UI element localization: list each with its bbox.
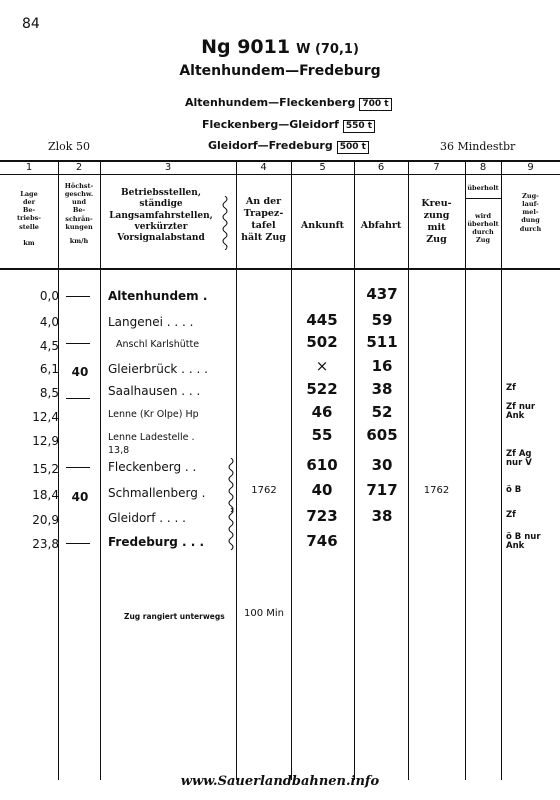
segment-1-name: Altenhundem—Fleckenberg <box>185 96 356 109</box>
col-divider-8 <box>501 160 502 780</box>
wavy-line-icon <box>226 458 236 552</box>
crossing-train-value: 1762 <box>423 485 450 496</box>
train-class: W (70,1) <box>296 42 359 57</box>
row-11-remark: ö B nur Ank <box>506 532 541 552</box>
row-11-station: Fredeburg . . . <box>108 535 205 549</box>
row-8-departure: 30 <box>371 456 393 474</box>
segment-1-load: 700 t <box>359 98 391 111</box>
row-4-km: 6,1 <box>39 362 59 376</box>
row-7-station: Lenne Ladestelle . <box>108 432 195 443</box>
row-10-km: 20,9 <box>32 513 59 527</box>
row-6-remark: Zf nur Ank <box>506 402 536 422</box>
row-1-km: 0,0 <box>39 289 59 303</box>
row-7-departure: 605 <box>366 426 398 444</box>
row-5-arrival: 522 <box>306 380 338 398</box>
row-2-arrival: 445 <box>306 311 338 329</box>
mindestbr-label: 36 Mindestbr <box>440 140 516 153</box>
speed-dash-4 <box>66 467 90 468</box>
row-7-arrival: 55 <box>311 426 333 444</box>
colnum-2: 2 <box>75 162 83 173</box>
row-3-km: 4,5 <box>39 339 59 353</box>
row-3-station: Anschl Karlshütte <box>116 339 200 350</box>
page-number: 84 <box>22 16 40 32</box>
segment-3-name: Gleidorf—Fredeburg <box>208 139 333 152</box>
speed-value-2: 40 <box>71 490 89 504</box>
route-title: Altenhundem—Fredeburg <box>179 63 381 79</box>
header-km: Lage der Be- triebs- stelle km <box>17 190 41 247</box>
row-6-departure: 52 <box>371 403 393 421</box>
row-10-departure: 38 <box>371 507 393 525</box>
col8-split-rule <box>466 198 501 199</box>
row-9-km: 18,4 <box>32 488 59 502</box>
row-8-remark: Zf Ag nur V <box>506 449 532 469</box>
speed-value-1: 40 <box>71 365 89 379</box>
row-1-station: Altenhundem . <box>108 289 208 303</box>
row-5-remark: Zf <box>506 383 516 393</box>
colnum-1: 1 <box>25 162 33 173</box>
row-2-station: Langenei . . . . <box>108 315 194 329</box>
segment-3-load: 500 t <box>337 141 369 154</box>
colnum-6: 6 <box>377 162 385 173</box>
row-9-remark: ö B <box>506 485 522 495</box>
header-departure: Abfahrt <box>360 220 402 231</box>
row-10-arrival: 723 <box>306 507 338 525</box>
speed-dash-2 <box>66 343 90 344</box>
row-10-remark: Zf <box>506 510 516 520</box>
row-4-departure: 16 <box>371 357 393 375</box>
col-divider-5 <box>354 160 355 780</box>
table-number-rule <box>0 174 560 175</box>
row-11-km: 23,8 <box>32 537 59 551</box>
col-divider-3 <box>236 160 237 780</box>
header-trapez: An der Trapez- tafel hält Zug <box>241 196 286 243</box>
row-4-arrival: × <box>315 357 329 375</box>
row-5-km: 8,5 <box>39 386 59 400</box>
row-1-departure: 437 <box>366 285 398 303</box>
col-divider-2 <box>100 160 101 780</box>
row-6-station: Lenne (Kr Olpe) Hp <box>108 409 199 420</box>
colnum-4: 4 <box>260 162 267 173</box>
col-divider-7 <box>465 160 466 780</box>
train-number: Ng 9011 <box>201 36 291 58</box>
zlok-label: Zlok 50 <box>48 140 90 153</box>
row-4-station: Gleierbrück . . . . <box>108 362 208 376</box>
row-5-station: Saalhausen . . . <box>108 384 201 398</box>
row-9-station: Schmallenberg . <box>108 486 206 500</box>
segment-2 <box>202 118 375 133</box>
segment-2-name: Fleckenberg—Gleidorf <box>202 118 339 131</box>
train-title <box>0 36 560 58</box>
col-divider-6 <box>408 160 409 780</box>
row-9-departure: 717 <box>366 481 398 499</box>
header-speed: Höchst- geschw. und Be- schrän- kungen km/h <box>64 182 94 245</box>
colnum-8: 8 <box>479 162 487 173</box>
row-9-arrival: 40 <box>311 481 333 499</box>
header-overtakes: überholt <box>467 184 499 192</box>
row-6-km: 12,4 <box>32 410 59 424</box>
row-8-arrival: 610 <box>306 456 338 474</box>
row-11-arrival: 746 <box>306 532 338 550</box>
speed-dash-3 <box>66 398 90 399</box>
table-header-rule <box>0 268 560 270</box>
header-stations: Betriebsstellen, ständige Langsamfahrstellen, verkürzter Vorsignalabstand <box>109 188 213 243</box>
header-crossing: Kreu- zung mit Zug <box>421 198 452 245</box>
row-3-arrival: 502 <box>306 333 338 351</box>
shunting-note: Zug rangiert unterwegs <box>124 612 225 621</box>
km-note: 13,8 <box>108 445 130 456</box>
row-2-km: 4,0 <box>39 315 59 329</box>
segment-1 <box>185 96 392 111</box>
colnum-3: 3 <box>164 162 172 173</box>
header-arrival: Ankunft <box>300 220 345 231</box>
trapez-halt-value: 1762 <box>251 485 277 496</box>
segment-3 <box>208 139 369 154</box>
row-3-departure: 511 <box>366 333 398 351</box>
header-overtaken: wird überholt durch Zug <box>467 212 499 245</box>
colnum-9: 9 <box>527 162 534 173</box>
row-8-station: Fleckenberg . . <box>108 460 197 474</box>
row-2-departure: 59 <box>371 311 393 329</box>
speed-dash-5 <box>66 543 90 544</box>
row-5-departure: 38 <box>371 380 393 398</box>
row-10-station: Gleidorf . . . . <box>108 511 186 525</box>
header-train-report: Zug- lauf- mel- dung durch <box>519 192 542 233</box>
colnum-7: 7 <box>433 162 440 173</box>
row-6-arrival: 46 <box>311 403 333 421</box>
segment-2-load: 550 t <box>343 120 375 133</box>
row-7-km: 12,9 <box>32 434 59 448</box>
speed-dash-1 <box>66 296 90 297</box>
colnum-5: 5 <box>319 162 326 173</box>
row-8-km: 15,2 <box>32 462 59 476</box>
footer-website: www.Sauerlandbahnen.info <box>180 774 380 789</box>
wavy-line-icon <box>220 196 230 250</box>
shunting-time: 100 Min <box>243 608 284 619</box>
